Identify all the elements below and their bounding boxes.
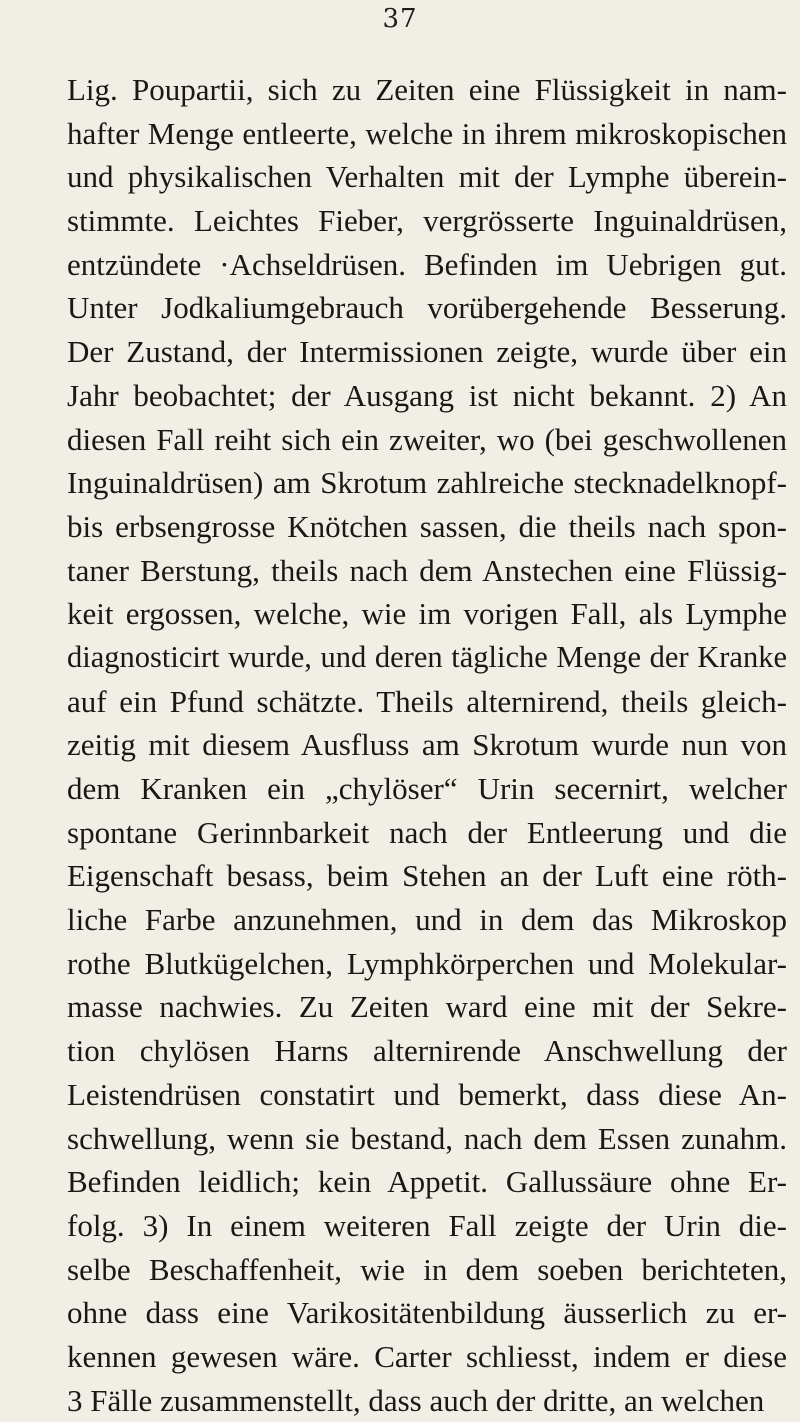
text-line: kennen gewesen wäre. Carter schliesst, indem er diese bbox=[67, 1338, 787, 1374]
text-line: Befinden leidlich; kein Appetit. Gallussäure ohne Er- bbox=[67, 1164, 787, 1200]
text-line: hafter Menge entleerte, welche in ihrem mikroskopischen bbox=[67, 115, 787, 151]
text-line: Eigenschaft besass, beim Stehen an der Luft eine röth- bbox=[67, 858, 787, 894]
text-line: Leistendrüsen constatirt und bemerkt, dass diese An- bbox=[67, 1076, 787, 1112]
text-line: dem Kranken ein „chylöser“ Urin secernirt, welcher bbox=[67, 771, 787, 806]
text-line: Jahr beobachtet; der Ausgang ist nicht bekannt. 2) An bbox=[67, 377, 787, 413]
text-line: Der Zustand, der Intermissionen zeigte, wurde über ein bbox=[67, 334, 787, 370]
text-line: ohne dass eine Varikositätenbildung äusserlich zu er- bbox=[67, 1295, 787, 1331]
text-line: schwellung, wenn sie bestand, nach dem Essen zunahm. bbox=[67, 1120, 787, 1156]
text-line: Lig. Poupartii, sich zu Zeiten eine Flüssigkeit in nam- bbox=[67, 72, 787, 107]
text-line: bis erbsengrosse Knötchen sassen, die theils nach spon- bbox=[67, 508, 787, 544]
text-line: diagnosticirt wurde, und deren tägliche Menge der Kranke bbox=[67, 639, 787, 674]
text-line: auf ein Pfund schätzte. Theils alternirend, theils gleich- bbox=[67, 683, 787, 719]
text-line: spontane Gerinnbarkeit nach der Entleerung und die bbox=[67, 814, 787, 850]
text-line: 3 Fälle zusammenstellt, dass auch der dritte, an welchen bbox=[67, 1382, 765, 1418]
text-line: folg. 3) In einem weiteren Fall zeigte der Urin die- bbox=[67, 1207, 787, 1243]
text-line: Inguinaldrüsen) am Skrotum zahlreiche stecknadelknopf- bbox=[67, 465, 787, 501]
text-line: Unter Jodkaliumgebrauch vorübergehende Besserung. bbox=[67, 290, 787, 326]
text-line: und physikalischen Verhalten mit der Lymphe überein- bbox=[67, 159, 787, 195]
text-line: masse nachwies. Zu Zeiten ward eine mit der Sekre- bbox=[67, 989, 787, 1025]
text-line: zeitig mit diesem Ausfluss am Skrotum wurde nun von bbox=[67, 727, 787, 763]
text-line: taner Berstung, theils nach dem Anstechen eine Flüssig- bbox=[67, 552, 787, 588]
text-line: rothe Blutkügelchen, Lymphkörperchen und Molekular- bbox=[67, 945, 787, 981]
text-line: tion chylösen Harns alternirende Anschwellung der bbox=[67, 1033, 787, 1069]
text-line: liche Farbe anzunehmen, und in dem das Mikroskop bbox=[67, 902, 787, 938]
page-number: 37 bbox=[382, 4, 418, 34]
body-text bbox=[67, 68, 787, 1422]
text-line: selbe Beschaffenheit, wie in dem soeben berichteten, bbox=[67, 1251, 787, 1287]
text-line: stimmte. Leichtes Fieber, vergrösserte Inguinaldrüsen, bbox=[67, 203, 787, 239]
text-line: diesen Fall reiht sich ein zweiter, wo (bei geschwollenen bbox=[67, 421, 787, 457]
text-line: entzündete ·Achseldrüsen. Befinden im Uebrigen gut. bbox=[67, 246, 787, 282]
text-line: keit ergossen, welche, wie im vorigen Fall, als Lymphe bbox=[67, 596, 787, 632]
